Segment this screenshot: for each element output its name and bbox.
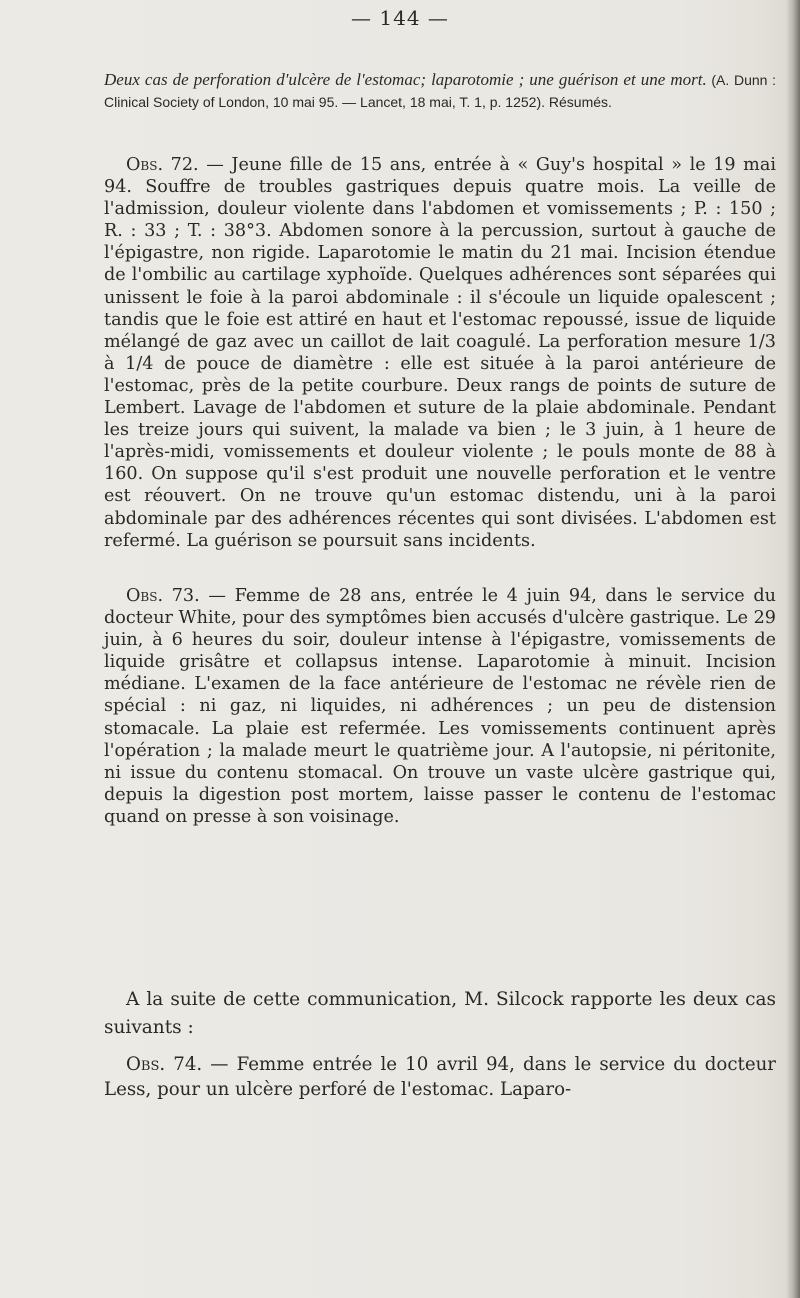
article-reference: (A. Dunn : Clinical Society of London, 10 mai 95. — Lancet, 18 mai, T. 1, p. 1252). Résumés. (104, 72, 776, 110)
observation-label: Obs. 73. (126, 586, 200, 606)
observation-72 (104, 154, 776, 552)
page-number: — 144 — (351, 6, 449, 30)
observation-text: — Femme de 28 ans, entrée le 4 juin 94, dans le service du docteur White, pour des symptômes bien accusés d'ulcère gastrique. Le 29 juin, à 6 heures du soir, douleur intense à l'épigastre, vomissements de liquide grisâtre et collapsus intense. Laparotomie à minuit. Incision médiane. L'examen de la face antérieure de l'estomac ne révèle rien de spécial : ni gaz, ni liquides, ni adhérences ; un peu de distension stomacale. La plaie est refermée. Les vomissements continuent après l'opération ; la malade meurt le quatrième jour. A l'autopsie, ni péritonite, ni issue du contenu stomacal. On trouve un vaste ulcère gastrique qui, depuis la digestion post mortem, laisse passer le contenu de l'estomac quand on presse à son voisinage. (104, 586, 776, 827)
observation-74 (104, 1052, 776, 1102)
page-edge-shadow (786, 0, 800, 1298)
article-heading (104, 69, 776, 113)
article-title: Deux cas de perforation d'ulcère de l'estomac; laparotomie ; une guérison et une mort. (104, 70, 707, 89)
transition-paragraph: A la suite de cette communication, M. Silcock rapporte les deux cas suivants : (104, 989, 776, 1038)
observation-label: Obs. 74. (126, 1054, 203, 1075)
observation-label: Obs. 72. (126, 155, 199, 175)
observation-text: — Femme entrée le 10 avril 94, dans le service du docteur Less, pour un ulcère perforé de l'estomac. Laparo- (104, 1054, 776, 1100)
observation-text: — Jeune fille de 15 ans, entrée à « Guy's hospital » le 19 mai 94. Souffre de troubles gastriques depuis quatre mois. La veille de l'admission, douleur violente dans l'abdomen et vomissements ; P. : 150 ; R. : 33 ; T. : 38°3. Abdomen sonore à la percussion, surtout à gauche de l'épigastre, non rigide. Laparotomie le matin du 21 mai. Incision étendue de l'ombilic au cartilage xyphoïde. Quelques adhérences sont séparées qui unissent le foie à la paroi abdominale : il s'écoule un liquide opalescent ; tandis que le foie est attiré en haut et l'estomac repoussé, issue de liquide mélangé de gaz avec un caillot de lait coagulé. La perforation mesure 1/3 à 1/4 de pouce de diamètre : elle est située à la paroi antérieure de l'estomac, près de la petite courbure. Deux rangs de points de suture de Lembert. Lavage de l'abdomen et suture de la plaie abdominale. Pendant les treize jours qui suivent, la malade va bien ; le 3 juin, à 1 heure de l'après-midi, vomissements et douleur violente ; le pouls monte de 88 à 160. On suppose qu'il s'est produit une nouvelle perforation et le ventre est réouvert. On ne trouve qu'un estomac distendu, uni à la paroi abdominale par des adhérences récentes qui sont divisées. L'abdomen est refermé. La guérison se poursuit sans incidents. (104, 155, 776, 551)
observation-73 (104, 585, 776, 828)
